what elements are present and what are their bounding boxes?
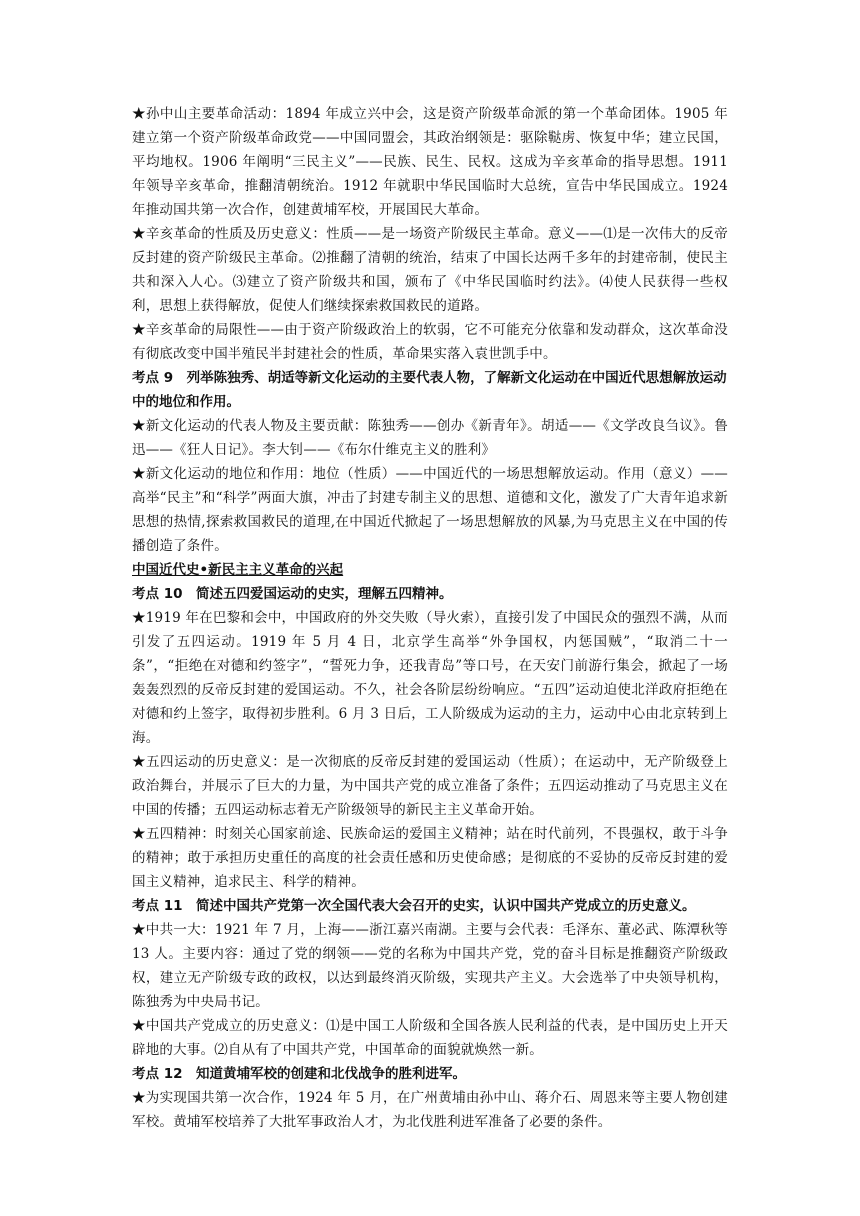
paragraph-first-congress: ★中共一大：1921 年 7 月，上海——浙江嘉兴南湖。主要与会代表：毛泽东、董必武、陈潭秋等 13 人。主要内容：通过了党的纲领——党的名称为中国共产党，党的奋斗目标是推翻资产阶级政权，建立无产阶级专政的政权，以达到最终消灭阶级，实现共产主义。大会选举了中央领导机构，陈独秀为中央局书记。 <box>132 922 728 1010</box>
paragraph-may-fourth-significance: ★五四运动的历史意义：是一次彻底的反帝反封建的爱国运动（性质）；在运动中，无产阶级登上政治舞台，并展示了巨大的力量，为中国共产党的成立准备了条件；五四运动推动了马克思主义在中国的传播；五四运动标志着无产阶级领导的新民主主义革命开始。 <box>132 754 728 818</box>
paragraph-xinhai-limitations: ★辛亥革命的局限性——由于资产阶级政治上的软弱，它不可能充分依靠和发动群众，这次革命没有彻底改变中国半殖民半封建社会的性质，革命果实落入袁世凯手中。 <box>132 322 728 362</box>
paragraph-may-fourth-spirit: ★五四精神：时刻关心国家前途、民族命运的爱国主义精神；站在时代前列，不畏强权，敢于斗争的精神；敢于承担历史重任的高度的社会责任感和历史使命感；是彻底的不妥协的反帝反封建的爱国主义精神，追求民主、科学的精神。 <box>132 826 728 890</box>
document-page <box>132 102 728 1134</box>
paragraph-xinhai-significance: ★辛亥革命的性质及历史意义：性质——是一场资产阶级民主革命。意义——⑴是一次伟大的反帝反封建的资产阶级民主革命。⑵推翻了清朝的统治，结束了中国长达两千多年的封建帝制，使民主共和深入人心。⑶建立了资产阶级共和国，颁布了《中华民国临时约法》。⑷使人民获得一些权利，思想上获得解放，促使人们继续探索救国救民的道路。 <box>132 226 728 314</box>
paragraph-new-culture-figures: ★新文化运动的代表人物及主要贡献：陈独秀——创办《新青年》。胡适——《文学改良刍议》。鲁迅——《狂人日记》。李大钊——《布尔什维克主义的胜利》 <box>132 418 728 458</box>
paragraph-sun-yatsen-activities: ★孙中山主要革命活动：1894 年成立兴中会，这是资产阶级革命派的第一个革命团体。1905 年建立第一个资产阶级革命政党——中国同盟会，其政治纲领是：驱除鞑虏、恢复中华；建立民国，平均地权。1906 年阐明“三民主义”——民族、民生、民权。这成为辛亥革命的指导思想。1911 年领导辛亥革命，推翻清朝统治。1912 年就职中华民国临时大总统，宣告中华民国成立。1924 年推动国共第一次合作，创建黄埔军校，开展国民大革命。 <box>132 106 728 218</box>
heading-kaodian-9: 考点 9 列举陈独秀、胡适等新文化运动的主要代表人物，了解新文化运动在中国近代思想解放运动中的地位和作用。 <box>132 370 727 410</box>
paragraph-whampoa-academy: ★为实现国共第一次合作，1924 年 5 月，在广州黄埔由孙中山、蒋介石、周恩来等主要人物创建军校。黄埔军校培养了大批军事政治人才，为北伐胜利进军准备了必要的条件。 <box>132 1090 728 1130</box>
heading-kaodian-11: 考点 11 简述中国共产党第一次全国代表大会召开的史实，认识中国共产党成立的历史意义。 <box>132 898 696 914</box>
paragraph-may-fourth-facts: ★1919 年在巴黎和会中，中国政府的外交失败（导火索），直接引发了中国民众的强烈不满，从而引发了五四运动。1919 年 5 月 4 日，北京学生高举“外争国权，内惩国贼”，“取消二十一条”，“拒绝在对德和约签字”，“誓死力争，还我青岛”等口号，在天安门前游行集会，掀起了一场轰轰烈烈的反帝反封建的爱国运动。不久，社会各阶层纷纷响应。“五四”运动迫使北洋政府拒绝在对德和约上签字，取得初步胜利。6 月 3 日后，工人阶级成为运动的主力，运动中心由北京转到上海。 <box>132 610 728 746</box>
heading-kaodian-10: 考点 10 简述五四爱国运动的史实，理解五四精神。 <box>132 586 453 602</box>
heading-kaodian-12: 考点 12 知道黄埔军校的创建和北伐战争的胜利进军。 <box>132 1066 466 1082</box>
paragraph-ccp-founding-significance: ★中国共产党成立的历史意义：⑴是中国工人阶级和全国各族人民利益的代表，是中国历史上开天辟地的大事。⑵自从有了中国共产党，中国革命的面貌就焕然一新。 <box>132 1018 728 1058</box>
section-title-new-democratic-revolution: 中国近代史•新民主主义革命的兴起 <box>132 562 344 578</box>
paragraph-new-culture-role: ★新文化运动的地位和作用：地位（性质）——中国近代的一场思想解放运动。作用（意义）——高举“民主”和“科学”两面大旗，冲击了封建专制主义的思想、道德和文化，激发了广大青年追求新思想的热情,探索救国救民的道理,在中国近代掀起了一场思想解放的风暴,为马克思主义在中国的传播创造了条件。 <box>132 466 728 554</box>
